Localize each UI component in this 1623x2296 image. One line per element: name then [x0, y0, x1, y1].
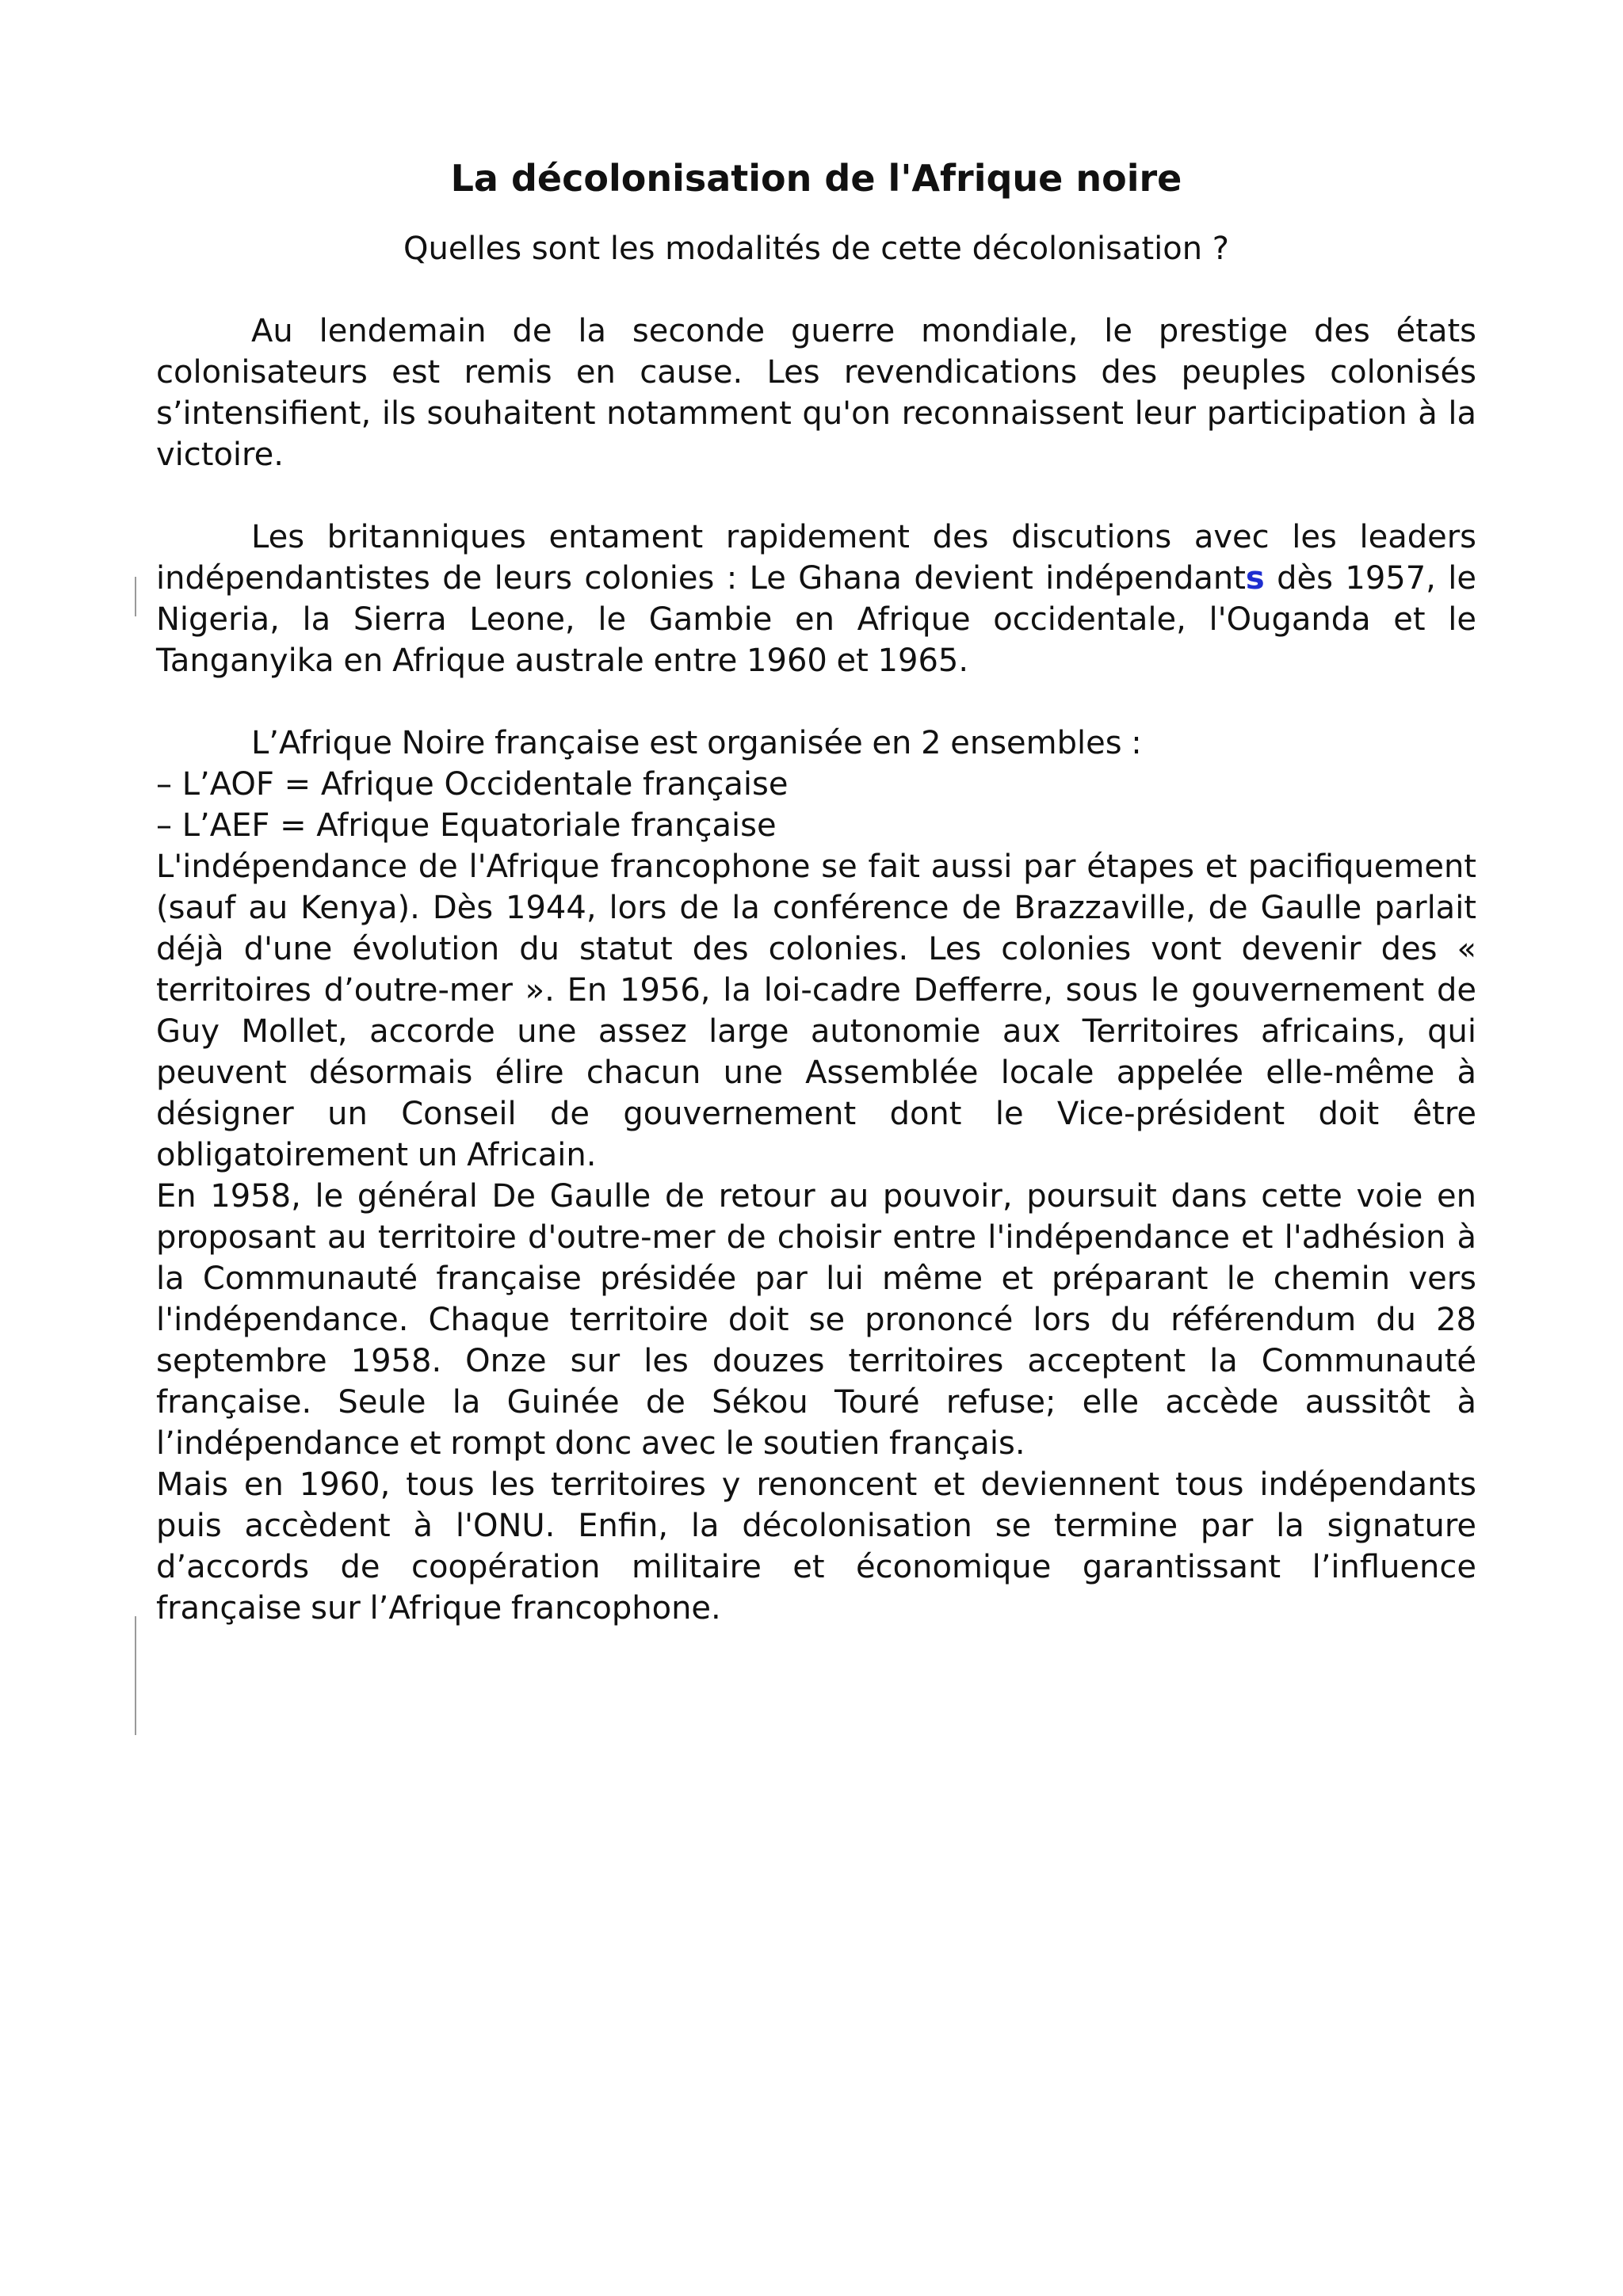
paragraph-independance-francophone: L'indépendance de l'Afrique francophone se fait aussi par étapes et pacifiquement (sauf au Kenya). Dès 1944, lors de la conférence de Brazzaville, de Gaulle parlait déjà d'une évolution du statut des colonies. Les colonies vont devenir des « territoires d’outre-mer ». En 1956, la loi-cadre Defferre, sous le gouvernement de Guy Mollet, accorde une assez large autonomie aux Territoires africains, qui peuvent désormais élire chacun une Assemblée locale appelée elle-même à désigner un Conseil de gouvernement dont le Vice-président doit être obligatoirement un Africain.: [156, 849, 1476, 1173]
inserted-letter: s: [1245, 560, 1265, 597]
paragraph-britanniques: [156, 517, 1476, 681]
paragraph-1958: En 1958, le général De Gaulle de retour au pouvoir, poursuit dans cette voie en proposant au territoire d'outre-mer de choisir entre l'indépendance et l'adhésion à la Communauté française présidée par lui même et préparant le chemin vers l'indépendance. Chaque territoire doit se prononcé lors du référendum du 28 septembre 1958. Onze sur les douzes territoires acceptent la Communauté française. Seule la Guinée de Sékou Touré refuse; elle accède aussitôt à l’indépendance et rompt donc avec le soutien français.: [156, 1178, 1476, 1462]
paragraph-gap: [156, 681, 1476, 723]
paragraph-afrique-noire-intro: L’Afrique Noire française est organisée en 2 ensembles :: [251, 725, 1142, 761]
list-item-aof: – L’AOF = Afrique Occidentale française: [156, 766, 789, 803]
document-question: Quelles sont les modalités de cette décolonisation ?: [403, 231, 1230, 267]
document-title: La décolonisation de l'Afrique noire: [450, 157, 1182, 200]
list-item-aef: – L’AEF = Afrique Equatoriale française: [156, 807, 777, 844]
paragraph-gap: [156, 475, 1476, 517]
document-page: [156, 151, 1476, 1629]
paragraph-intro: Au lendemain de la seconde guerre mondiale, le prestige des états colonisateurs est remis en cause. Les revendications des peuples colonisés s’intensifient, ils souhaitent notamment qu'on reconnaissent leur participation à la victoire.: [156, 313, 1476, 473]
paragraph-britanniques-end: dès 1957, le Nigeria, la Sierra Leone, le Gambie en Afrique occidentale, l'Ouganda et le Tanganyika en Afrique australe entre 1960 et 1965.: [156, 560, 1476, 679]
revision-bar-top: [135, 577, 136, 616]
revision-bar-bottom: [135, 1616, 136, 1735]
paragraph-britanniques-start: Les britanniques entament rapidement des discutions avec les leaders indépendantistes de leurs colonies : Le Ghana devient indépendant: [156, 519, 1476, 597]
paragraph-1960: Mais en 1960, tous les territoires y renoncent et deviennent tous indépendants puis accèdent à l'ONU. Enfin, la décolonisation se termine par la signature d’accords de coopération militaire et économique garantissant l’influence française sur l’Afrique francophone.: [156, 1466, 1476, 1627]
